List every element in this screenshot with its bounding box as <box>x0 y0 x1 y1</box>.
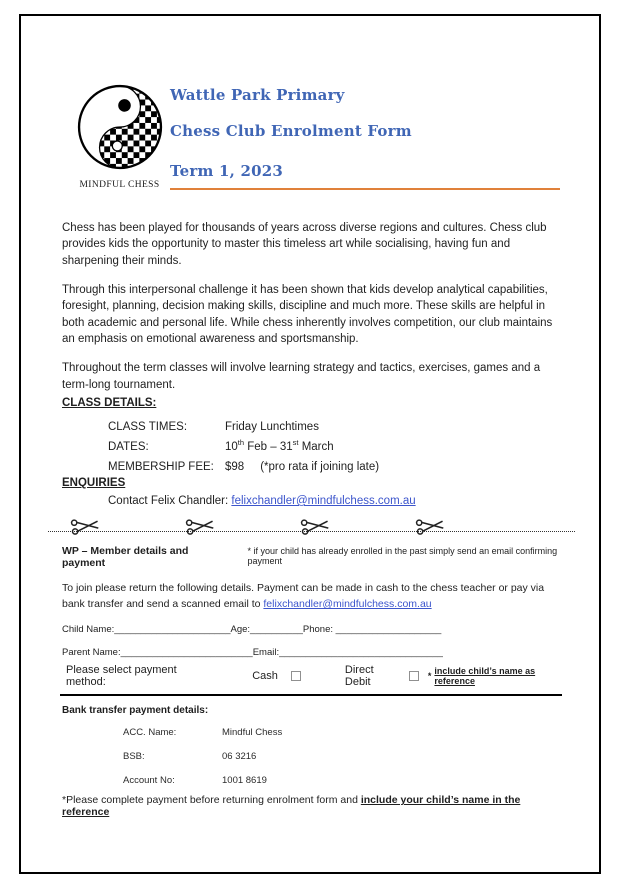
intro-paragraph-2: Through this interpersonal challenge it has been shown that kids develop analytical capabilities, foresight, planning, decision making skills, discipline and much more. These skills are helpful in both academic and personal life. While chess inherently involves competition, our club maintains an emphasis on emotional awareness and sportsmanship. <box>62 283 553 345</box>
member-section-title: WP – Member details and payment <box>62 544 189 569</box>
class-times-row <box>62 421 560 433</box>
payment-method-row <box>60 664 562 696</box>
membership-fee-label: MEMBERSHIP FEE: <box>108 460 214 473</box>
form-title: Chess Club Enrolment Form <box>170 122 412 140</box>
membership-fee-note: (*pro rata if joining late) <box>260 460 380 473</box>
class-times-label: CLASS TIMES: <box>108 420 188 433</box>
member-section-note: * if your child has already enrolled in the past simply send an email confirming payment <box>247 545 558 566</box>
enquiries-heading: ENQUIRIES <box>62 476 126 489</box>
direct-debit-checkbox[interactable] <box>409 671 419 681</box>
term-title: Term 1, 2023 <box>170 162 284 180</box>
cash-label: Cash <box>252 670 278 683</box>
dates-value: 10th Feb – 31st March <box>225 438 334 453</box>
yin-yang-chess-logo-icon <box>75 82 165 172</box>
membership-fee-row <box>62 461 560 473</box>
account-no-label: Account No: <box>123 775 175 787</box>
school-title: Wattle Park Primary <box>170 86 345 104</box>
payment-footer-note <box>62 794 560 818</box>
cut-line <box>48 513 575 532</box>
join-email-link[interactable]: felixchandler@mindfulchess.com.au <box>263 598 432 611</box>
class-details-heading: CLASS DETAILS: <box>62 396 157 409</box>
document-page <box>19 14 601 874</box>
bank-account-name-row <box>62 727 560 738</box>
scissors-icon <box>69 516 101 535</box>
scissors-icon <box>184 516 216 535</box>
parent-details-row: Parent Name:_________________________Email:_______________________________ <box>62 647 443 659</box>
footer-note-text: *Please complete payment before returning enrolment form and <box>62 794 361 807</box>
contact-line <box>108 495 560 507</box>
join-text: To join please return the following details. Payment can be made in cash to the chess teacher or pay via bank transfer and send a scanned email to <box>62 581 545 611</box>
member-section-header <box>62 545 560 569</box>
child-details-row: Child Name:______________________Age:__________Phone: ____________________ <box>62 624 442 636</box>
cash-checkbox[interactable] <box>291 671 301 681</box>
footer-note-emphasis: include your child’s name in the reference <box>62 794 521 819</box>
acc-name-value: Mindful Chess <box>222 727 283 739</box>
bsb-label: BSB: <box>123 751 145 763</box>
scissors-icon <box>414 516 446 535</box>
membership-fee-value: $98 <box>225 460 245 473</box>
reference-note: include child’s name as reference <box>434 666 536 687</box>
direct-debit-label: Direct Debit <box>344 664 374 689</box>
intro-paragraph-3: Throughout the term classes will involve learning strategy and tactics, exercises, games and a term-long tournament. <box>62 362 541 391</box>
dates-row <box>62 438 560 453</box>
contact-text: Contact Felix Chandler: <box>108 494 232 507</box>
payment-method-label: Please select payment method: <box>66 664 177 689</box>
acc-name-label: ACC. Name: <box>123 727 177 739</box>
title-block <box>170 82 560 190</box>
bank-details-heading: Bank transfer payment details: <box>62 705 209 717</box>
logo-block <box>72 82 167 190</box>
dates-label: DATES: <box>108 440 149 453</box>
class-times-value: Friday Lunchtimes <box>225 420 319 433</box>
logo-caption: MINDFUL CHESS <box>79 180 160 190</box>
enquiries-email-link[interactable]: felixchandler@mindfulchess.com.au <box>231 494 416 507</box>
intro-section <box>62 220 560 393</box>
bank-account-no-row <box>62 775 560 786</box>
reference-note-star: * <box>427 671 432 682</box>
account-no-value: 1001 8619 <box>222 775 267 787</box>
form-header <box>62 82 560 190</box>
scissors-icon <box>299 516 331 535</box>
intro-paragraph-1: Chess has been played for thousands of years across diverse regions and cultures. Chess club provides kids the opportunity to master this timeless art while socialising, having fun and sharpening their minds. <box>62 222 547 267</box>
bank-bsb-row <box>62 751 560 762</box>
join-instructions <box>62 580 560 613</box>
bsb-value: 06 3216 <box>222 751 257 763</box>
